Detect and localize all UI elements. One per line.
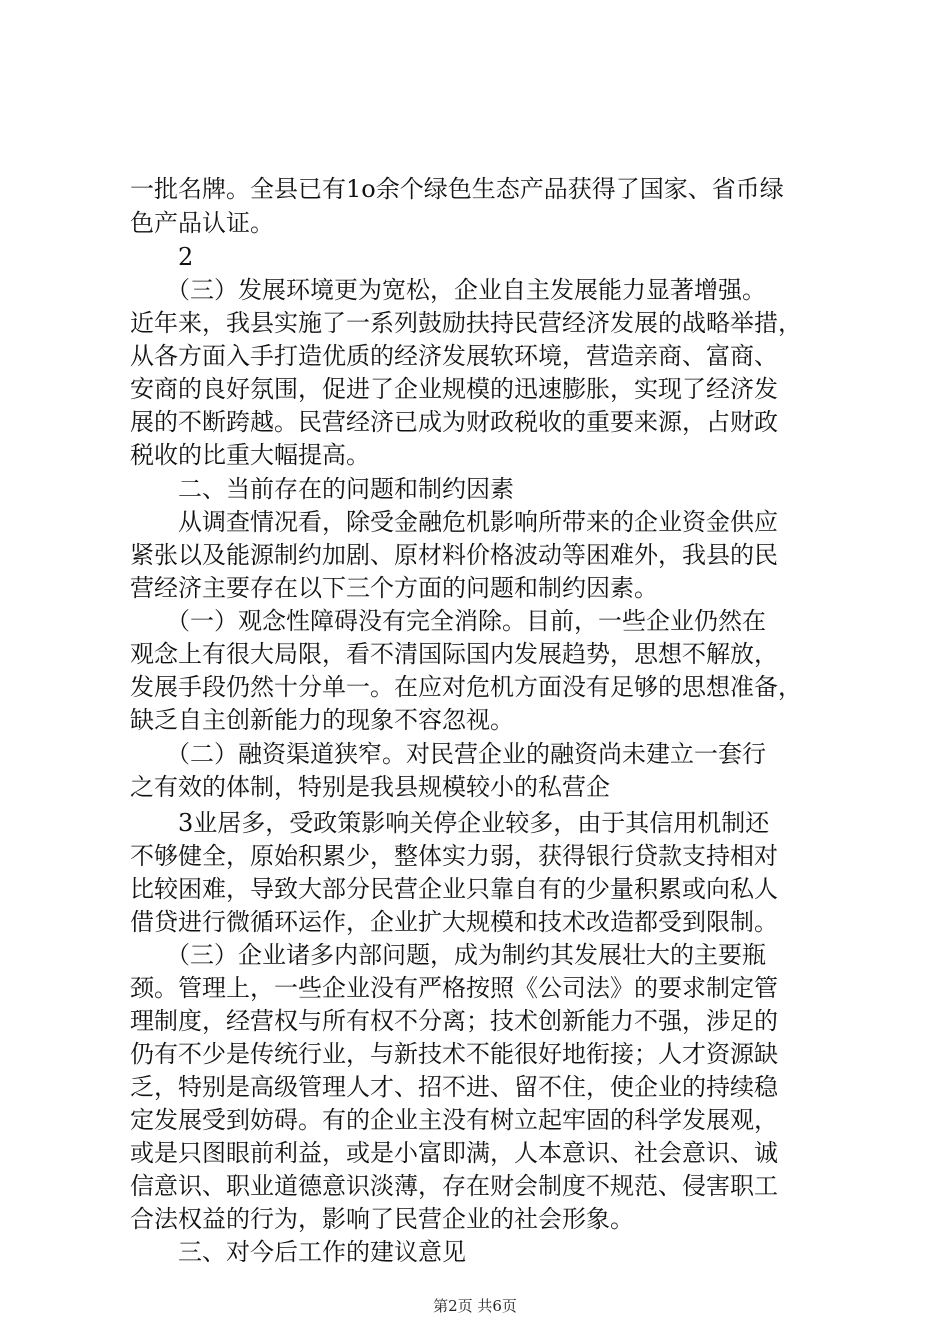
- body-line: 缺乏自主创新能力的现象不容忽视。: [130, 706, 514, 734]
- body-line: 一批名牌。全县已有1o余个绿色生态产品获得了国家、省币绿: [130, 175, 784, 203]
- body-line: 税收的比重大幅提高。: [130, 441, 370, 469]
- body-line: 从调查情况看，除受金融危机影响所带来的企业资金供应: [130, 508, 778, 536]
- body-line: （三）发展环境更为宽松，企业自主发展能力显著增强。: [130, 276, 766, 304]
- body-line: 3业居多，受政策影响关停企业较多，由于其信用机制还: [130, 809, 770, 837]
- body-line: 营经济主要存在以下三个方面的问题和制约因素。: [130, 574, 658, 602]
- body-line: 紧张以及能源制约加剧、原材料价格波动等困难外，我县的民: [130, 541, 778, 569]
- body-line: 信意识、职业道德意识淡薄，存在财会制度不规范、侵害职工: [130, 1172, 778, 1200]
- body-line: 展的不断跨越。民营经济已成为财政税收的重要来源，占财政: [130, 408, 778, 436]
- body-line: 比较困难，导致大部分民营企业只靠自有的少量积累或向私人: [130, 875, 778, 903]
- body-line: 观念上有很大局限，看不清国际国内发展趋势，思想不解放，: [130, 640, 778, 668]
- body-line: 或是只图眼前利益，或是小富即满，人本意识、社会意识、诚: [130, 1139, 778, 1167]
- body-line: 乏，特别是高级管理人才、招不进、留不住，使企业的持续稳: [130, 1073, 778, 1101]
- body-line: （二）融资渠道狭窄。对民营企业的融资尚未建立一套行: [130, 740, 766, 768]
- body-line: 颈。管理上，一些企业没有严格按照《公司法》的要求制定管: [130, 974, 778, 1002]
- body-line: 安商的良好氛围，促进了企业规模的迅速膨胀，实现了经济发: [130, 375, 778, 403]
- body-line: 借贷进行微循环运作，企业扩大规模和技术改造都受到限制。: [130, 908, 778, 936]
- body-line: 定发展受到妨碍。有的企业主没有树立起牢固的科学发展观，: [130, 1106, 778, 1134]
- body-line: 近年来，我县实施了一系列鼓励扶持民营经济发展的战略举措，: [130, 309, 802, 337]
- page-footer: 第2页 共6页: [433, 1297, 517, 1315]
- body-line: 色产品认证。: [130, 209, 274, 237]
- body-line: （三）企业诸多内部问题，成为制约其发展壮大的主要瓶: [130, 941, 766, 969]
- body-line: 从各方面入手打造优质的经济发展软环境，营造亲商、富商、: [130, 342, 778, 370]
- body-line: （一）观念性障碍没有完全消除。目前，一些企业仍然在: [130, 607, 766, 635]
- body-line: 合法权益的行为，影响了民营企业的社会形象。: [130, 1205, 634, 1233]
- page-marker-line: 2: [130, 243, 194, 271]
- body-line: 理制度，经营权与所有权不分离；技术创新能力不强，涉足的: [130, 1007, 778, 1035]
- body-line: 仍有不少是传统行业，与新技术不能很好地衔接；人才资源缺: [130, 1040, 778, 1068]
- section-heading: 二、当前存在的问题和制约因素: [130, 475, 514, 503]
- body-line: 发展手段仍然十分单一。在应对危机方面没有足够的思想准备，: [130, 673, 802, 701]
- section-heading: 三、对今后工作的建议意见: [130, 1238, 466, 1266]
- body-line: 之有效的体制，特别是我县规模较小的私营企: [130, 773, 610, 801]
- body-line: 不够健全，原始积累少，整体实力弱，获得银行贷款支持相对: [130, 842, 778, 870]
